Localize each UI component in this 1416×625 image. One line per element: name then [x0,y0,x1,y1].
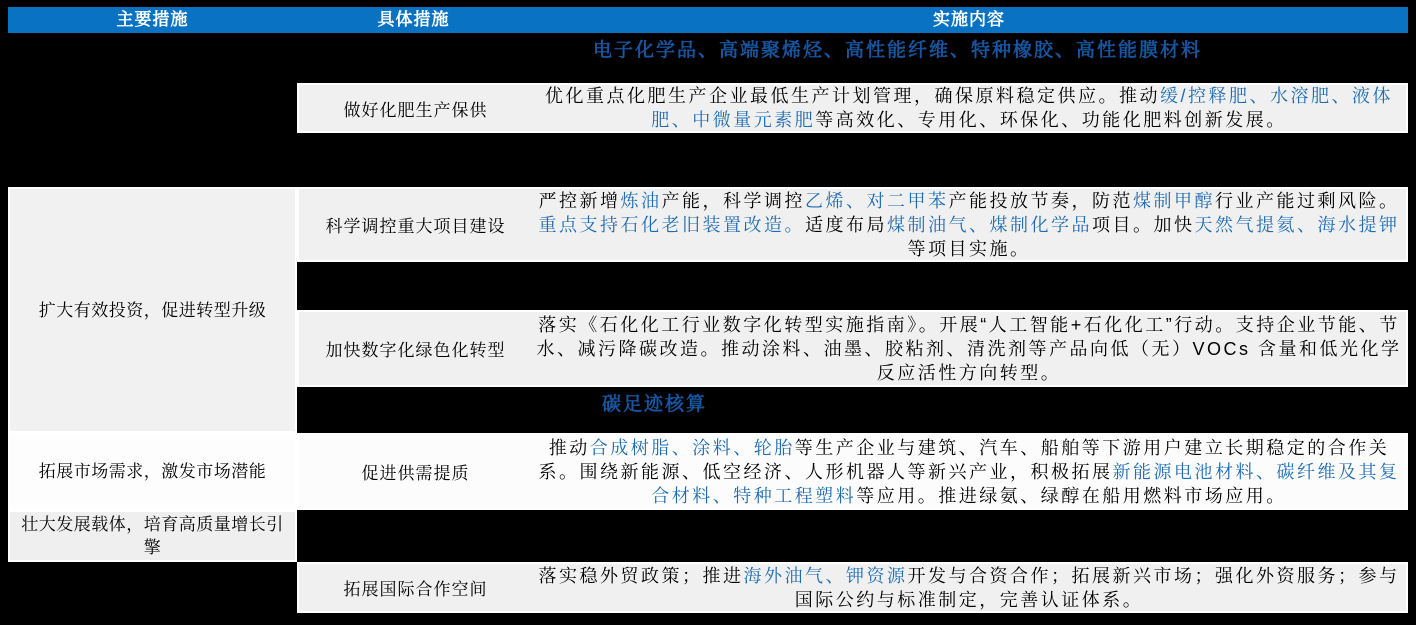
row-label-digital: 加快数字化绿色化转型 [325,341,506,360]
table-header-row [8,7,1408,33]
content-segment: 落实《石化化工行业数字化转型实施指南》。开展“人工智能+石化化工”行动。支持企业节能、节水、减污降碳改造。推动涂料、油墨、胶粘剂、清洗剂等产品向低（无）VOCs 含量和低光化学反应活性方向转型。 [536,314,1402,383]
content-segment-highlight: 炼油 [620,190,662,211]
col-header-specific-measures: 具体措施 [377,10,450,29]
content-segment: 适度布局 [805,214,887,235]
row-label-supply: 促进供需提质 [361,464,470,483]
table-row-projects [297,187,1408,262]
content-segment-highlight: 天然气提氦、海水提钾 [1194,214,1400,235]
row-content-projects [532,189,1406,260]
table-row-supply [297,433,1408,510]
content-segment: 优化重点化肥生产企业最低生产计划管理，确保原料稳定供应。推动 [545,86,1160,106]
row-label-fertilizer: 做好化肥生产保供 [343,100,488,120]
content-segment: 产能，科学调控 [661,190,805,211]
row-content-fertilizer [532,85,1406,131]
content-segment: 严控新增 [538,190,621,211]
table-row-intl [297,562,1408,613]
content-segment: 等项目实施。 [907,238,1031,259]
row-label-projects: 科学调控重大项目建设 [325,217,506,236]
content-segment-highlight: 乙烯、对二甲苯 [805,190,949,211]
content-segment-highlight: 重点支持石化老旧装置改造。 [538,214,805,235]
content-segment: 产能投放节奏，防范 [948,190,1133,211]
row-content-intl [532,564,1406,611]
redacted-row-materials-title: 电子化学品、高端聚烯烃、高性能纤维、特种橡胶、高性能膜材料 [593,40,1203,61]
row-content-digital [532,312,1406,385]
row-label-intl: 拓展国际合作空间 [343,580,488,599]
table-row-fertilizer [297,83,1408,133]
redacted-row-carbon-title: 碳足迹核算 [602,394,708,415]
content-segment-highlight: 新能源电池材料、碳纤维及其复合材料、特种工程塑料 [651,461,1400,506]
table-row-digital [297,310,1408,387]
content-segment-highlight: 煤制油气、煤制化学品 [887,214,1092,235]
content-segment-highlight: 合成树脂、涂料、轮胎 [589,437,795,458]
col-header-implementation: 实施内容 [933,10,1005,29]
content-segment: 开发与合资合作；拓展新兴市场；强化外资服务；参与国际公约与标准制定，完善认证体系。 [794,565,1400,610]
content-segment-highlight: 海外油气、钾资源 [743,565,908,586]
content-segment: 落实稳外贸政策；推进 [538,565,744,586]
main-measure-invest: 扩大有效投资，促进转型升级 [8,187,297,433]
content-segment: 行业产能过剩风险。 [1215,190,1400,211]
content-segment: 项目。加快 [1092,214,1195,235]
content-segment: 等生产企业与建筑、汽车、船舶等下游用户建立长期稳定的合作关系。围绕新能源、低空经济、人形机器人等新兴产业，积极拓展 [538,437,1390,482]
content-segment: 等高效化、专用化、环保化、功能化肥料创新发展。 [815,110,1287,130]
main-measure-market: 拓展市场需求，激发市场潜能 [8,433,297,510]
col-header-main-measures: 主要措施 [116,10,189,29]
row-content-supply [532,435,1406,508]
content-segment-highlight: 缓/控释肥、水溶肥、液体肥、中微量元素肥 [651,86,1393,130]
content-segment: 等应用。推进绿氨、绿醇在船用燃料市场应用。 [856,485,1287,506]
content-segment: 推动 [548,437,590,458]
content-segment-highlight: 煤制甲醇 [1133,190,1215,211]
main-measure-carrier: 壮大发展载体，培育高质量增长引擎 [8,510,297,562]
